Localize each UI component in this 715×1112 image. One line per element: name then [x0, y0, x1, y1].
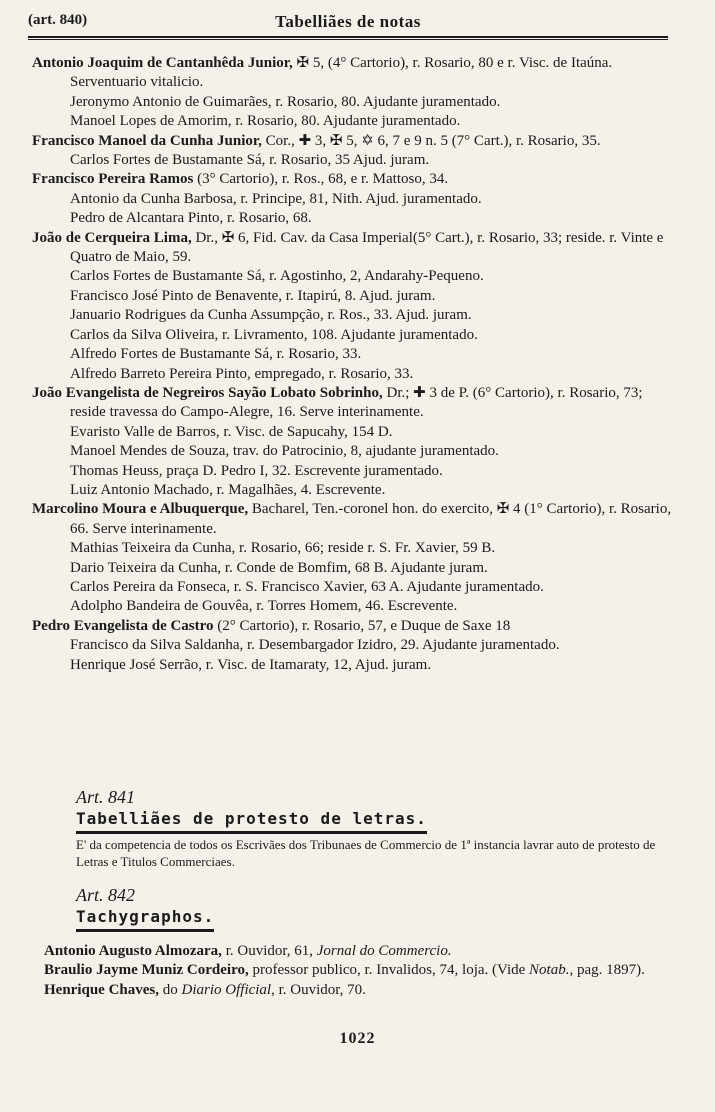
entry-details: Carlos da Silva Oliveira, r. Livramento, 108. Ajudante juramentado.: [70, 326, 478, 343]
assistant-entry: [32, 209, 672, 228]
entry-details: (3° Cartorio), r. Ros., 68, e r. Mattoso, 34.: [193, 171, 449, 188]
entry-details: Alfredo Barreto Pereira Pinto, empregado, r. Rosario, 33.: [70, 365, 414, 382]
assistant-entry: [32, 345, 672, 364]
assistant-entry: [32, 93, 672, 112]
entry-publication: Diario Official: [181, 981, 272, 998]
assistant-entry: [32, 656, 672, 675]
assistant-entry: [32, 423, 672, 442]
entry-publication: Jornal do Commercio.: [316, 943, 452, 959]
assistant-entry: [32, 539, 672, 558]
entry-details: Bacharel, Ten.-coronel hon. do exercito, ✠ 4 (1° Cartorio), r. Rosario, 66. Serve interinamente.: [70, 501, 672, 537]
assistant-entry: [32, 442, 672, 461]
notary-entry: [32, 617, 672, 636]
assistant-entry: [32, 481, 672, 500]
page-title: Tabelliães de notas: [275, 12, 421, 31]
article-reference: (art. 840): [28, 12, 88, 28]
entry-details: Manoel Lopes de Amorim, r. Rosario, 80. Ajudante juramentado.: [70, 113, 461, 130]
notary-entry: [32, 500, 672, 539]
entry-name: Antonio Joaquim de Cantanhêda Junior,: [32, 55, 293, 71]
entry-details: Antonio da Cunha Barbosa, r. Principe, 81, Nith. Ajud. juramentado.: [70, 190, 482, 207]
entry-details: Januario Rodrigues da Cunha Assumpção, r. Ros., 33. Ajud. juram.: [70, 307, 472, 324]
section-841: [76, 786, 676, 834]
entry-details: Alfredo Fortes de Bustamante Sá, r. Rosario, 33.: [70, 346, 362, 363]
entry-name: Marcolino Moura e Albuquerque,: [32, 501, 249, 518]
stenographer-entry: [44, 981, 676, 1000]
assistant-entry: [32, 597, 672, 616]
assistant-entry: [32, 287, 672, 306]
assistant-entry: [32, 267, 672, 286]
entry-name: João de Cerqueira Lima,: [32, 229, 192, 246]
entry-details: Cor., ✚ 3, ✠ 5, ✡ 6, 7 e 9 n. 5 (7° Cart.), r. Rosario, 35.: [261, 132, 601, 149]
entry-details: Dr.; ✚ 3 de P. (6° Cartorio), r. Rosario, 73; reside travessa do Campo-Alegre, 16. Serve interinamente.: [70, 384, 643, 421]
notary-entry: [32, 229, 672, 268]
assistant-entry: [32, 559, 672, 578]
entry-details: r. Ouvidor, 61,: [221, 943, 317, 959]
assistant-entry: [32, 326, 672, 345]
section-841-title: Tabelliães de protesto de letras.: [76, 808, 427, 834]
entry-name: Henrique Chaves,: [44, 981, 160, 998]
stenographer-entry: [44, 961, 676, 980]
entry-details: (2° Cartorio), r. Rosario, 57, e Duque de Saxe 18: [213, 617, 511, 634]
assistant-entry: [32, 578, 672, 597]
entry-name: Antonio Augusto Almozara,: [44, 943, 222, 959]
entry-name: Francisco Pereira Ramos: [32, 171, 194, 188]
entry-details-cont: , pag. 1897).: [569, 962, 645, 979]
section-842: [76, 884, 676, 932]
assistant-entry: [32, 190, 672, 209]
entry-details: Francisco da Silva Saldanha, r. Desembargador Izidro, 29. Ajudante juramentado.: [70, 637, 560, 654]
entry-details: Jeronymo Antonio de Guimarães, r. Rosario, 80. Ajudante juramentado.: [70, 93, 501, 110]
entry-details: Dario Teixeira da Cunha, r. Conde de Bomfim, 68 B. Ajudante juram.: [70, 559, 488, 576]
entry-publication: Notab.: [529, 962, 570, 979]
notary-entry: [32, 384, 672, 423]
entry-details: Thomas Heuss, praça D. Pedro I, 32. Escrevente juramentado.: [70, 462, 443, 479]
entry-name: Francisco Manoel da Cunha Junior,: [32, 132, 262, 149]
page-number: 1022: [339, 1030, 376, 1047]
assistant-entry: [32, 636, 672, 655]
assistant-entry: [32, 365, 672, 384]
notary-entries-list: [32, 54, 672, 675]
entry-details: Manoel Mendes de Souza, trav. do Patrocinio, 8, ajudante juramentado.: [70, 443, 499, 460]
entry-name: Braulio Jayme Muniz Cordeiro,: [44, 962, 249, 979]
entry-details: Mathias Teixeira da Cunha, r. Rosario, 66; reside r. S. Fr. Xavier, 59 B.: [70, 540, 496, 557]
entry-details: Carlos Fortes de Bustamante Sá, r. Rosario, 35 Ajud. juram.: [70, 152, 430, 169]
assistant-entry: [32, 462, 672, 481]
entry-details: Carlos Pereira da Fonseca, r. S. Francisco Xavier, 63 A. Ajudante juramentado.: [70, 578, 544, 595]
entry-details: Evaristo Valle de Barros, r. Visc. de Sapucahy, 154 D.: [70, 423, 393, 440]
entry-name: Pedro Evangelista de Castro: [32, 617, 214, 634]
assistant-entry: [32, 306, 672, 325]
assistant-entry: [32, 112, 672, 131]
entry-name: João Evangelista de Negreiros Sayão Lobato Sobrinho,: [32, 384, 383, 401]
header-rule: [28, 39, 668, 40]
notary-entry: [32, 54, 672, 93]
entry-details: Luiz Antonio Machado, r. Magalhães, 4. Escrevente.: [70, 481, 386, 498]
entry-details: Dr., ✠ 6, Fid. Cav. da Casa Imperial(5° Cart.), r. Rosario, 33; reside. r. Vinte e Quatro de Maio, 59.: [70, 229, 664, 266]
entry-details-cont: , r. Ouvidor, 70.: [271, 981, 366, 998]
entry-details: Pedro de Alcantara Pinto, r. Rosario, 68.: [70, 210, 312, 227]
entry-details: Francisco José Pinto de Benavente, r. Itapirú, 8. Ajud. juram.: [70, 287, 436, 304]
entry-details: ✠ 5, (4° Cartorio), r. Rosario, 80 e r. Visc. de Itaúna. Serventuario vitalicio.: [70, 55, 613, 91]
notary-entry: [32, 170, 672, 189]
entry-details: Adolpho Bandeira de Gouvêa, r. Torres Homem, 46. Escrevente.: [70, 598, 458, 615]
stenographer-entry: [44, 942, 676, 961]
stenographer-entries-list: [44, 942, 676, 1000]
entry-details: professor publico, r. Invalidos, 74, loja. (Vide: [248, 962, 530, 979]
assistant-entry: [32, 151, 672, 170]
section-842-number: Art. 842: [76, 885, 136, 905]
page-header: [28, 8, 668, 38]
entry-details: Henrique José Serrão, r. Visc. de Itamaraty, 12, Ajud. juram.: [70, 656, 432, 673]
section-841-note: E' da competencia de todos os Escrivães dos Tribunaes de Commercio de 1ª instancia lavrar auto de protesto de Letras e Titulos Commerciaes.: [76, 837, 656, 869]
entry-details: Carlos Fortes de Bustamante Sá, r. Agostinho, 2, Andarahy-Pequeno.: [70, 268, 484, 285]
entry-details: do: [159, 981, 182, 998]
section-842-title: Tachygraphos.: [76, 906, 214, 932]
notary-entry: [32, 132, 672, 151]
section-841-number: Art. 841: [76, 787, 136, 807]
